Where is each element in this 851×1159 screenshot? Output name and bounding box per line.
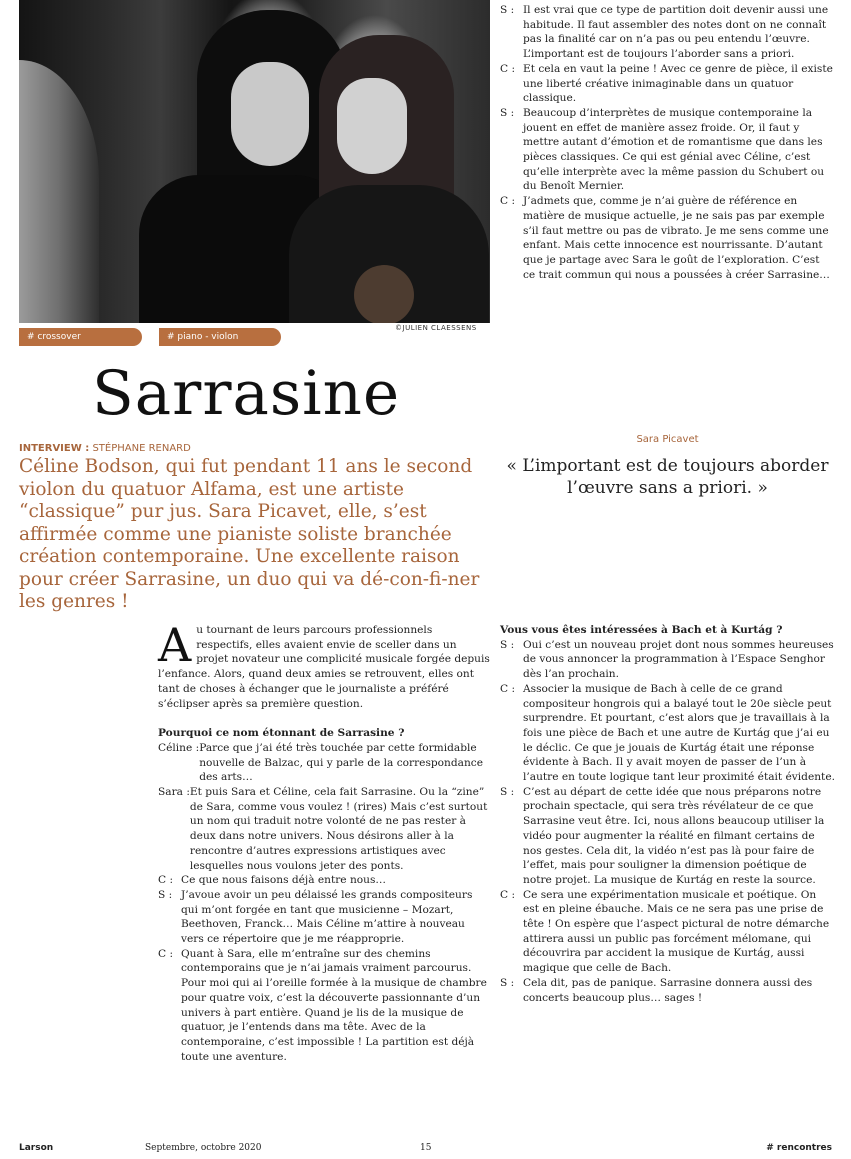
speaker-label: Céline : [158, 741, 200, 754]
para-text: C’est au départ de cette idée que nous préparons notre prochain spectacle, qui sera très révélateur de ce que Sarrasine veut être. Ici, nous allons beaucoup utiliser la vidéo pour augmenter la réalité en filmant certains de nos gestes. Cela dit, la vidéo n’est pas là pour faire de l’effet, mais pour souligner la dimension poétique de notre projet. La musique de Kurtág en reste la source. [523, 785, 825, 886]
speaker-label: S : [500, 4, 515, 16]
para-text: Beaucoup d’interprètes de musique contemporaine la jouent en effet de manière assez froide. Or, il faut y mettre autant d’émotion et de romantisme que dans les pièces classiques. Ce qui est génial avec Céline, c’est qu’elle interprète avec la même passion du Schubert ou du Benoît Mernier. [523, 106, 825, 193]
speaker-label: C : [500, 62, 516, 75]
para-text: Ce que nous faisons déjà entre nous… [181, 874, 387, 887]
speaker-label: C : [158, 947, 174, 960]
para-text: Et cela en vaut la peine ! Avec ce genre de pièce, il existe une liberté créative inimaginable dans un quatuor classique. [523, 62, 833, 105]
interview-para [500, 62, 835, 106]
page-number: 15 [420, 1143, 432, 1153]
interview-para [500, 194, 835, 282]
para-text: Parce que j’ai été très touchée par cette formidable nouvelle de Balzac, qui y parle de la correspondance des arts… [199, 741, 483, 784]
cover-photo [19, 0, 490, 323]
byline [19, 443, 191, 454]
byline-label: INTERVIEW : [19, 443, 90, 454]
harp-shape [19, 60, 99, 323]
person-left-face [231, 62, 309, 166]
question: Vous vous êtes intéressées à Bach et à Kurtág ? [500, 624, 783, 636]
interview-para [158, 785, 490, 873]
intro-paragraph [158, 618, 490, 711]
speaker-label: C : [158, 874, 174, 887]
interview-para [158, 888, 490, 947]
left-column [158, 618, 490, 1064]
speaker-label: C : [500, 888, 516, 901]
top-right-column [500, 3, 835, 282]
tag-crossover[interactable]: # crossover [19, 328, 142, 346]
interview-para [158, 741, 490, 785]
intro-text: u tournant de leurs parcours professionnels respectifs, elles avaient envie de sceller dans un projet novateur une complicité musicale forgée depuis l’enfance. Alors, quand deux amies se retrouvent, elles ont tant de choses à échanger que le journaliste a préféré s’éclipser après sa première question. [158, 624, 490, 710]
para-text: J’avoue avoir un peu délaissé les grands compositeurs qui m’ont forgée en tant que musicienne – Mozart, Beethoven, Franck… Mais Céline m’attire à nouveau vers ce répertoire que je me réapproprie. [181, 888, 473, 946]
interview-para [500, 638, 835, 682]
interview-para [158, 947, 490, 1065]
para-text: Ce sera une expérimentation musicale et poétique. On est en pleine ébauche. Mais ce ne sera pas une prise de tête ! On espère que l’aspect pictural de notre démarche attirera aussi un public pas forcément mélomane, qui découvrira par accident la musique de Kurtág, aussi magique que celle de Bach. [523, 888, 830, 975]
para-text: Cela dit, pas de panique. Sarrasine donnera aussi des concerts beaucoup plus… sages ! [523, 976, 813, 1004]
lead-paragraph: Céline Bodson, qui fut pendant 11 ans le second violon du quatuor Alfama, est une artiste “classique” pur jus. Sara Picavet, elle, s’est affirmée comme une pianiste soliste branchée création contemporaine. Une excellente raison pour créer Sarrasine, un duo qui va dé-con-fi-ner les genres ! [19, 456, 480, 612]
speaker-label: Sara : [158, 786, 190, 799]
interview-para [500, 888, 835, 976]
violin-shape [354, 265, 414, 323]
drop-cap: A [158, 618, 192, 672]
para-text: J’admets que, comme je n’ai guère de référence en matière de musique actuelle, je ne sais pas par exemple s’il faut mettre ou pas de vibrato. Je me sens comme une enfant. Mais cette innocence est nourrissante. D’autant que je partage avec Sara le goût de l’exploration. C’est ce trait commun qui nous a poussées à créer Sarrasine… [523, 195, 830, 281]
interview-para [500, 106, 835, 194]
speaker-label: C : [500, 195, 516, 208]
para-text: Oui c’est un nouveau projet dont nous sommes heureuses de vous annoncer la programmation à l’Espace Senghor dès l’an prochain. [523, 638, 834, 681]
article-title: Sarrasine [92, 358, 401, 429]
para-text: Et puis Sara et Céline, cela fait Sarrasine. Ou la “zine” de Sara, comme vous voulez ! (rires) Mais c’est surtout un nom qui traduit notre volonté de ne pas rester à deux dans notre univers. Nous désirons aller à la rencontre d’autres expressions artistiques avec lesquelles nous voulons jeter des ponts. [189, 786, 488, 872]
interview-para [500, 785, 835, 888]
speaker-label: C : [500, 682, 516, 695]
right-column [500, 623, 835, 1005]
footer-publication: Larson [19, 1143, 54, 1153]
speaker-label: S : [500, 785, 515, 798]
speaker-label: S : [158, 888, 173, 901]
interview-para [500, 976, 835, 1005]
interview-para [500, 3, 835, 62]
byline-author: STÉPHANE RENARD [92, 443, 191, 454]
speaker-label: S : [500, 106, 515, 119]
para-text: Associer la musique de Bach à celle de ce grand compositeur hongrois qui a balayé tout le 20e siècle peut surprendre. Et pourtant, c’est alors que je travaillais à la fois une pièce de Bach et une autre de Kurtág que j’ai eu le déclic. Ce que je jouais de Kurtág était une réponse évidente à Bach. Il y avait moyen de passer de l’un à l’autre en toute logique tant leur proximité était évidente. [523, 682, 835, 784]
para-text: Il est vrai que ce type de partition doit devenir aussi une habitude. Il faut assembler des notes dont on ne connaît pas la finalité car on n’a pas ou peu entendu l’œuvre. L’important est de toujours l’aborder sans a priori. [523, 4, 829, 61]
interview-para [158, 873, 490, 888]
footer-date: Septembre, octobre 2020 [145, 1143, 262, 1153]
speaker-label: S : [500, 638, 515, 651]
person-right-face [337, 78, 407, 174]
interview-para [500, 682, 835, 785]
tag-piano-violon[interactable]: # piano - violon [159, 328, 281, 346]
photo-credit: ©JULIEN CLAESSENS [395, 324, 477, 332]
pullquote-name: Sara Picavet [636, 434, 699, 445]
footer-section: # rencontres [766, 1143, 832, 1153]
pullquote-text: « L’important est de toujours aborder l’œuvre sans a priori. » [506, 456, 829, 498]
speaker-label: S : [500, 976, 515, 989]
para-text: Quant à Sara, elle m’entraîne sur des chemins contemporains que je n’ai jamais vraiment parcourus. Pour moi qui ai l’oreille formée à la musique de chambre pour quatre voix, c’est la découverte passionnante d’un univers à part entière. Quand je lis de la musique de quatuor, je l’entends dans ma tête. Avec de la contemporaine, c’est impossible ! La partition est déjà toute une aventure. [181, 947, 487, 1063]
question: Pourquoi ce nom étonnant de Sarrasine ? [158, 727, 405, 740]
